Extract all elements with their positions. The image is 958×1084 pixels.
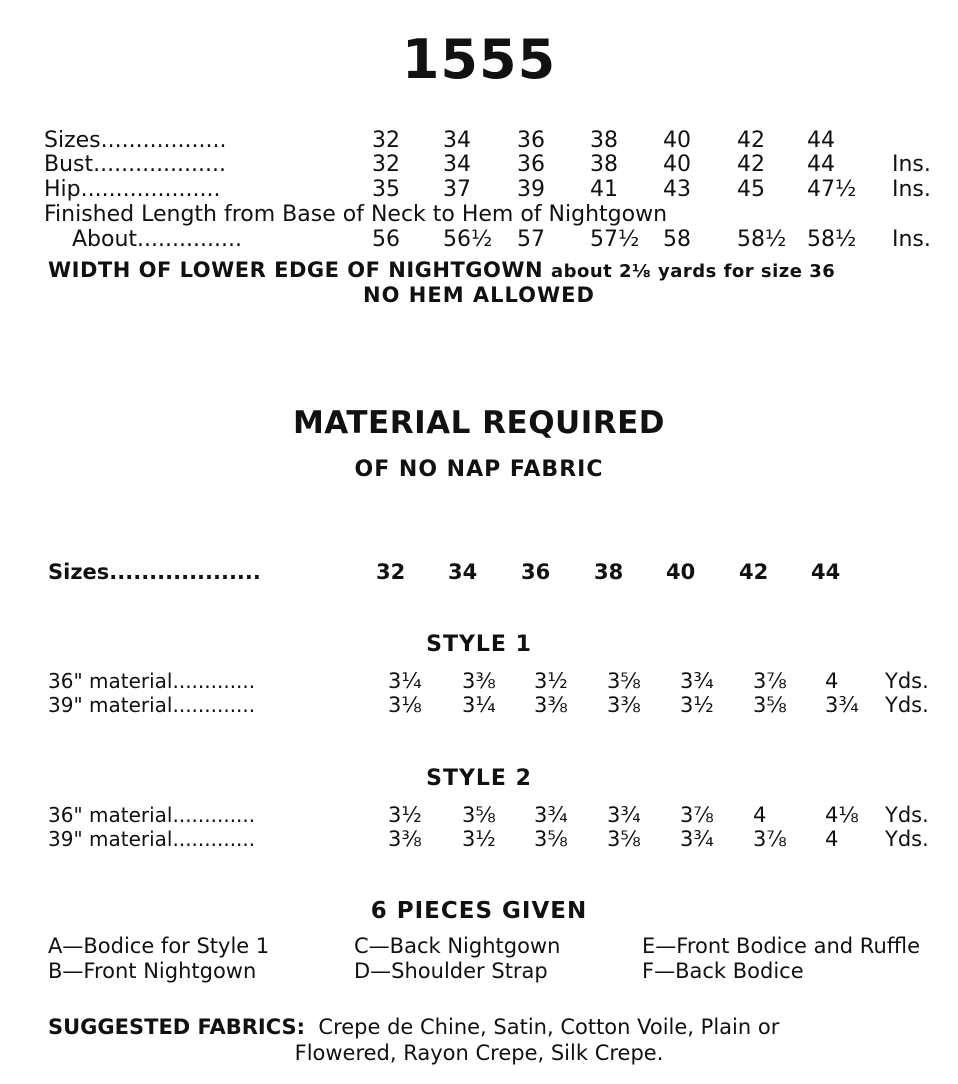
width-note-bold: WIDTH OF LOWER EDGE OF NIGHTGOWN (48, 258, 544, 282)
material-yardage: 3¾ (607, 803, 641, 827)
material-yardage: 4⅛ (825, 803, 859, 827)
measure-value: 41 (590, 177, 618, 202)
measure-value: 38 (590, 152, 618, 177)
material-yardage: 3⅝ (462, 803, 496, 827)
material-unit: Yds. (885, 827, 929, 851)
fabrics-text-1: Crepe de Chine, Satin, Cotton Voile, Plain or (318, 1015, 780, 1039)
material-yardage: 3⅜ (607, 693, 641, 717)
material-yardage: 3⅝ (753, 693, 787, 717)
about-unit: Ins. (892, 227, 931, 252)
material-size: 42 (739, 560, 769, 584)
measure-value: 39 (517, 177, 545, 202)
material-size: 34 (448, 560, 478, 584)
measure-value: 45 (737, 177, 765, 202)
width-note-rest: about 2⅛ yards for size 36 (550, 261, 836, 282)
material-unit: Yds. (885, 669, 929, 693)
measure-unit: Ins. (892, 152, 931, 177)
measure-value: 40 (663, 152, 691, 177)
material-size: 38 (594, 560, 624, 584)
material-yardage: 3⅞ (753, 827, 787, 851)
style-title: STYLE 2 (426, 766, 532, 791)
about-value: 58½ (807, 227, 857, 252)
material-yardage: 3¾ (680, 669, 714, 693)
measure-row-label: Bust................... (44, 152, 226, 177)
pieces-title: 6 PIECES GIVEN (370, 898, 588, 924)
about-value: 58½ (737, 227, 787, 252)
style-title: STYLE 1 (426, 632, 532, 657)
measure-value: 34 (443, 152, 471, 177)
material-title: MATERIAL REQUIRED (292, 405, 666, 441)
piece-item: F—Back Bodice (642, 959, 804, 983)
measure-value: 36 (517, 152, 545, 177)
piece-item: B—Front Nightgown (48, 959, 257, 983)
material-size: 44 (811, 560, 841, 584)
material-yardage: 3⅝ (607, 669, 641, 693)
about-value: 58 (663, 227, 691, 252)
material-yardage: 3⅜ (534, 693, 568, 717)
about-row-label: About............... (72, 227, 242, 252)
fabrics-line-2: Flowered, Rayon Crepe, Silk Crepe. (294, 1041, 664, 1065)
material-yardage: 3½ (462, 827, 496, 851)
material-size: 32 (376, 560, 406, 584)
material-yardage: 4 (825, 669, 839, 693)
about-value: 56½ (443, 227, 493, 252)
material-yardage: 3¾ (534, 803, 568, 827)
material-yardage: 3½ (534, 669, 568, 693)
material-row-label: 39" material............. (48, 827, 256, 851)
measure-row-label: Sizes.................. (44, 128, 227, 153)
measure-value: 47½ (807, 177, 857, 202)
measure-value: 43 (663, 177, 691, 202)
width-note (48, 258, 835, 282)
material-subtitle: OF NO NAP FABRIC (354, 457, 604, 482)
material-yardage: 3⅝ (534, 827, 568, 851)
material-yardage: 3⅞ (753, 669, 787, 693)
material-yardage: 3⅞ (680, 803, 714, 827)
about-value: 57½ (590, 227, 640, 252)
measure-value: 40 (663, 128, 691, 153)
material-yardage: 4 (753, 803, 767, 827)
piece-item: D—Shoulder Strap (354, 959, 548, 983)
length-label: Finished Length from Base of Neck to Hem of Nightgown (44, 202, 668, 227)
measure-value: 32 (372, 128, 400, 153)
measure-row-label: Hip.................... (44, 177, 221, 202)
measure-value: 44 (807, 128, 835, 153)
material-yardage: 3⅝ (607, 827, 641, 851)
material-size: 40 (666, 560, 696, 584)
measure-value: 37 (443, 177, 471, 202)
material-yardage: 3¾ (825, 693, 859, 717)
piece-item: C—Back Nightgown (354, 934, 561, 958)
material-unit: Yds. (885, 693, 929, 717)
measure-value: 42 (737, 152, 765, 177)
material-yardage: 3¼ (462, 693, 496, 717)
material-yardage: 3½ (680, 693, 714, 717)
measure-value: 38 (590, 128, 618, 153)
material-yardage: 3⅜ (462, 669, 496, 693)
piece-item: E—Front Bodice and Ruffle (642, 934, 920, 958)
about-value: 56 (372, 227, 400, 252)
material-yardage: 3½ (388, 803, 422, 827)
material-size: 36 (521, 560, 551, 584)
measure-value: 34 (443, 128, 471, 153)
measure-value: 35 (372, 177, 400, 202)
material-row-label: 36" material............. (48, 803, 256, 827)
hem-note: NO HEM ALLOWED (363, 283, 595, 307)
about-value: 57 (517, 227, 545, 252)
material-yardage: 4 (825, 827, 839, 851)
material-yardage: 3¾ (680, 827, 714, 851)
fabrics-label: SUGGESTED FABRICS: (48, 1015, 306, 1039)
measure-unit: Ins. (892, 177, 931, 202)
material-yardage: 3⅜ (388, 827, 422, 851)
piece-item: A—Bodice for Style 1 (48, 934, 270, 958)
measure-value: 36 (517, 128, 545, 153)
fabrics-line-1 (48, 1015, 779, 1039)
pattern-number: 1555 (401, 28, 557, 91)
measure-value: 44 (807, 152, 835, 177)
material-yardage: 3¼ (388, 669, 422, 693)
material-row-label: 39" material............. (48, 693, 256, 717)
material-unit: Yds. (885, 803, 929, 827)
material-yardage: 3⅛ (388, 693, 422, 717)
measure-value: 32 (372, 152, 400, 177)
material-row-label: 36" material............. (48, 669, 256, 693)
measure-value: 42 (737, 128, 765, 153)
material-sizes-label: Sizes................... (48, 560, 261, 584)
